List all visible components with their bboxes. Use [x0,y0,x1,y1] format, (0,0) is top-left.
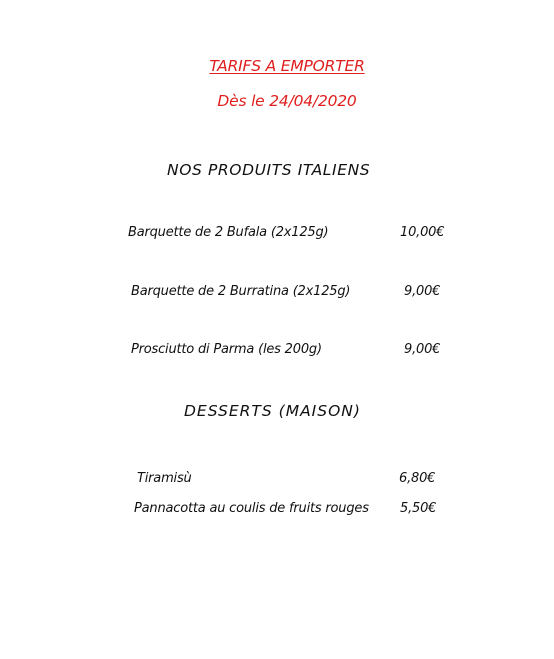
section-heading-desserts: DESSERTS (MAISON) [184,402,361,420]
effective-date: Dès le 24/04/2020 [217,92,357,110]
product-price: 10,00€ [400,225,445,240]
product-price: 9,00€ [404,284,441,299]
product-name: Barquette de 2 Burratina (2x125g) [131,284,351,299]
page-title: TARIFS A EMPORTER [209,57,365,75]
product-name: Barquette de 2 Bufala (2x125g) [128,225,329,240]
dessert-price: 6,80€ [399,471,436,486]
dessert-name: Pannacotta au coulis de fruits rouges [134,501,369,516]
product-price: 9,00€ [404,342,441,357]
dessert-name: Tiramisù [137,471,192,486]
section-heading-products: NOS PRODUITS ITALIENS [167,161,371,179]
dessert-price: 5,50€ [400,501,437,516]
product-name: Prosciutto di Parma (les 200g) [131,342,322,357]
